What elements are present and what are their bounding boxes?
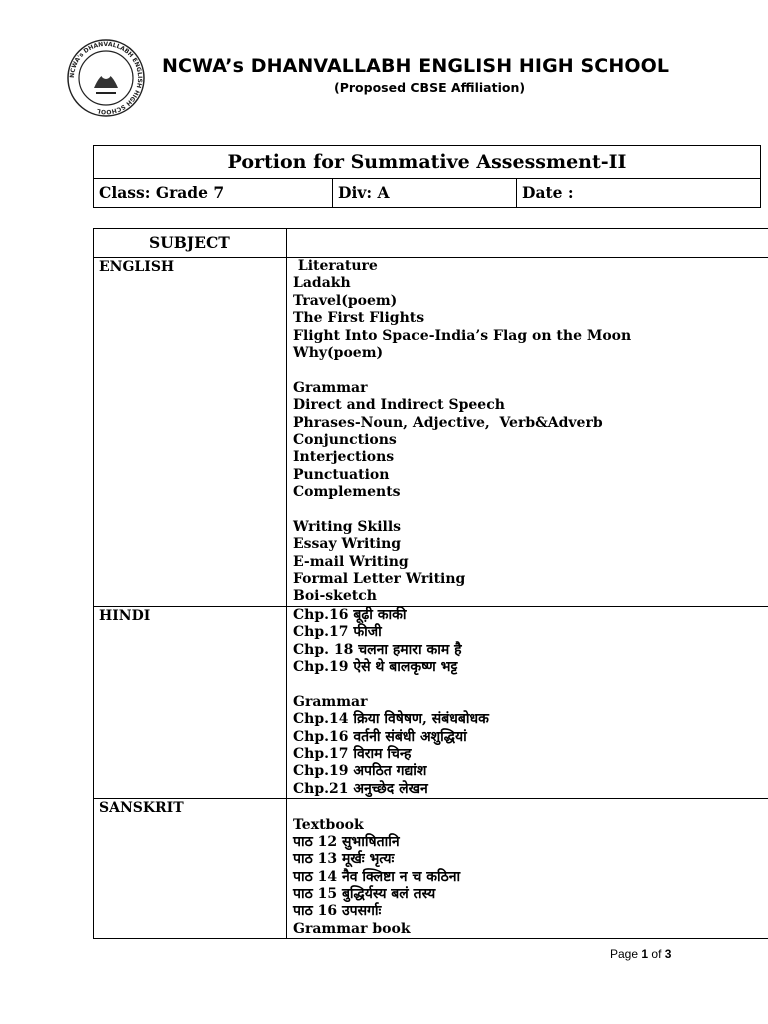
content-line: Phrases-Noun, Adjective, Verb&Adverb — [293, 414, 603, 431]
content-line: पाठ 15 बुद्धिर्यस्य बलं तस्य — [293, 886, 436, 903]
subject-content — [287, 606, 768, 798]
subject-content — [287, 258, 768, 607]
class-field: Class: Grade 7 — [94, 179, 333, 208]
content-line: Interjections — [293, 449, 395, 466]
content-line: Chp.17 फीजी — [293, 624, 382, 641]
content-line: Boi-sketch — [293, 588, 377, 605]
content-line: पाठ 13 मूर्खः भृत्यः — [293, 851, 395, 868]
school-name: NCWA’s DHANVALLABH ENGLISH HIGH SCHOOL — [162, 55, 670, 77]
affiliation-note: (Proposed CBSE Affiliation) — [334, 80, 526, 95]
header-table — [93, 145, 761, 208]
subject-row-hindi — [94, 606, 768, 798]
blank-line — [293, 799, 768, 816]
page-number — [610, 947, 671, 961]
content-line: Chp.14 क्रिया विषेषण, संबंधबोधक — [293, 711, 489, 728]
content-line: Grammar — [293, 379, 368, 396]
subject-row-english — [94, 258, 768, 607]
blank-line — [293, 676, 768, 693]
content-line: Literature — [293, 258, 378, 274]
document-title: Portion for Summative Assessment-II — [94, 146, 761, 179]
blank-line — [293, 501, 768, 518]
content-line: Chp.17 विराम चिन्ह — [293, 745, 412, 762]
content-line: Chp. 18 चलना हमारा काम है — [293, 641, 462, 658]
subject-name: SANSKRIT — [94, 799, 287, 939]
content-line: Essay Writing — [293, 536, 402, 553]
portion-column-header — [287, 229, 768, 258]
content-line: Chp.19 अपठित गद्यांश — [293, 763, 427, 780]
content-line: पाठ 14 नैव क्लिष्टा न च कठिना — [293, 868, 461, 885]
subject-name: HINDI — [94, 606, 287, 798]
total-pages: 3 — [664, 947, 672, 961]
content-line: Ladakh — [293, 275, 351, 292]
content-line: पाठ 16 उपसर्गाः — [293, 903, 382, 920]
content-line: Chp.16 वर्तनी संबंधी अशुद्धियां — [293, 728, 467, 745]
content-line: Grammar — [293, 693, 368, 710]
content-line: Why(poem) — [293, 344, 384, 361]
content-line: Complements — [293, 484, 401, 501]
logo-ring-text: NCWA's DHANVALLABH ENGLISH HIGH SCHOOL — [68, 40, 144, 116]
subject-name: ENGLISH — [94, 258, 287, 607]
subject-column-header: SUBJECT — [94, 229, 287, 258]
portion-table — [93, 228, 768, 939]
content-line: Chp.19 ऐसे थे बालकृष्ण भट्ट — [293, 658, 458, 675]
content-line: Chp.16 बूढ़ी काकी — [293, 606, 407, 623]
subject-row-sanskrit — [94, 799, 768, 939]
content-line: E-mail Writing — [293, 553, 409, 570]
blank-line — [293, 362, 768, 379]
content-line: Flight Into Space-India’s Flag on the Moon — [293, 327, 632, 344]
content-line: Conjunctions — [293, 431, 397, 448]
content-line: Formal Letter Writing — [293, 571, 466, 588]
subject-content — [287, 799, 768, 939]
page-of: of — [651, 947, 662, 961]
current-page: 1 — [641, 947, 649, 961]
content-line: Chp.21 अनुच्छेद लेखन — [293, 780, 428, 797]
date-field: Date : — [517, 179, 761, 208]
school-logo — [66, 38, 146, 118]
content-line: Writing Skills — [293, 518, 402, 535]
div-field: Div: A — [333, 179, 517, 208]
page-label: Page — [610, 947, 639, 961]
content-line: पाठ 12 सुभाषितानि — [293, 833, 400, 850]
content-line: The First Flights — [293, 310, 425, 327]
content-line: Travel(poem) — [293, 292, 398, 309]
content-line: Direct and Indirect Speech — [293, 397, 505, 414]
content-line: Punctuation — [293, 466, 390, 483]
content-line: Grammar book — [293, 920, 411, 937]
content-line: Textbook — [293, 816, 364, 833]
